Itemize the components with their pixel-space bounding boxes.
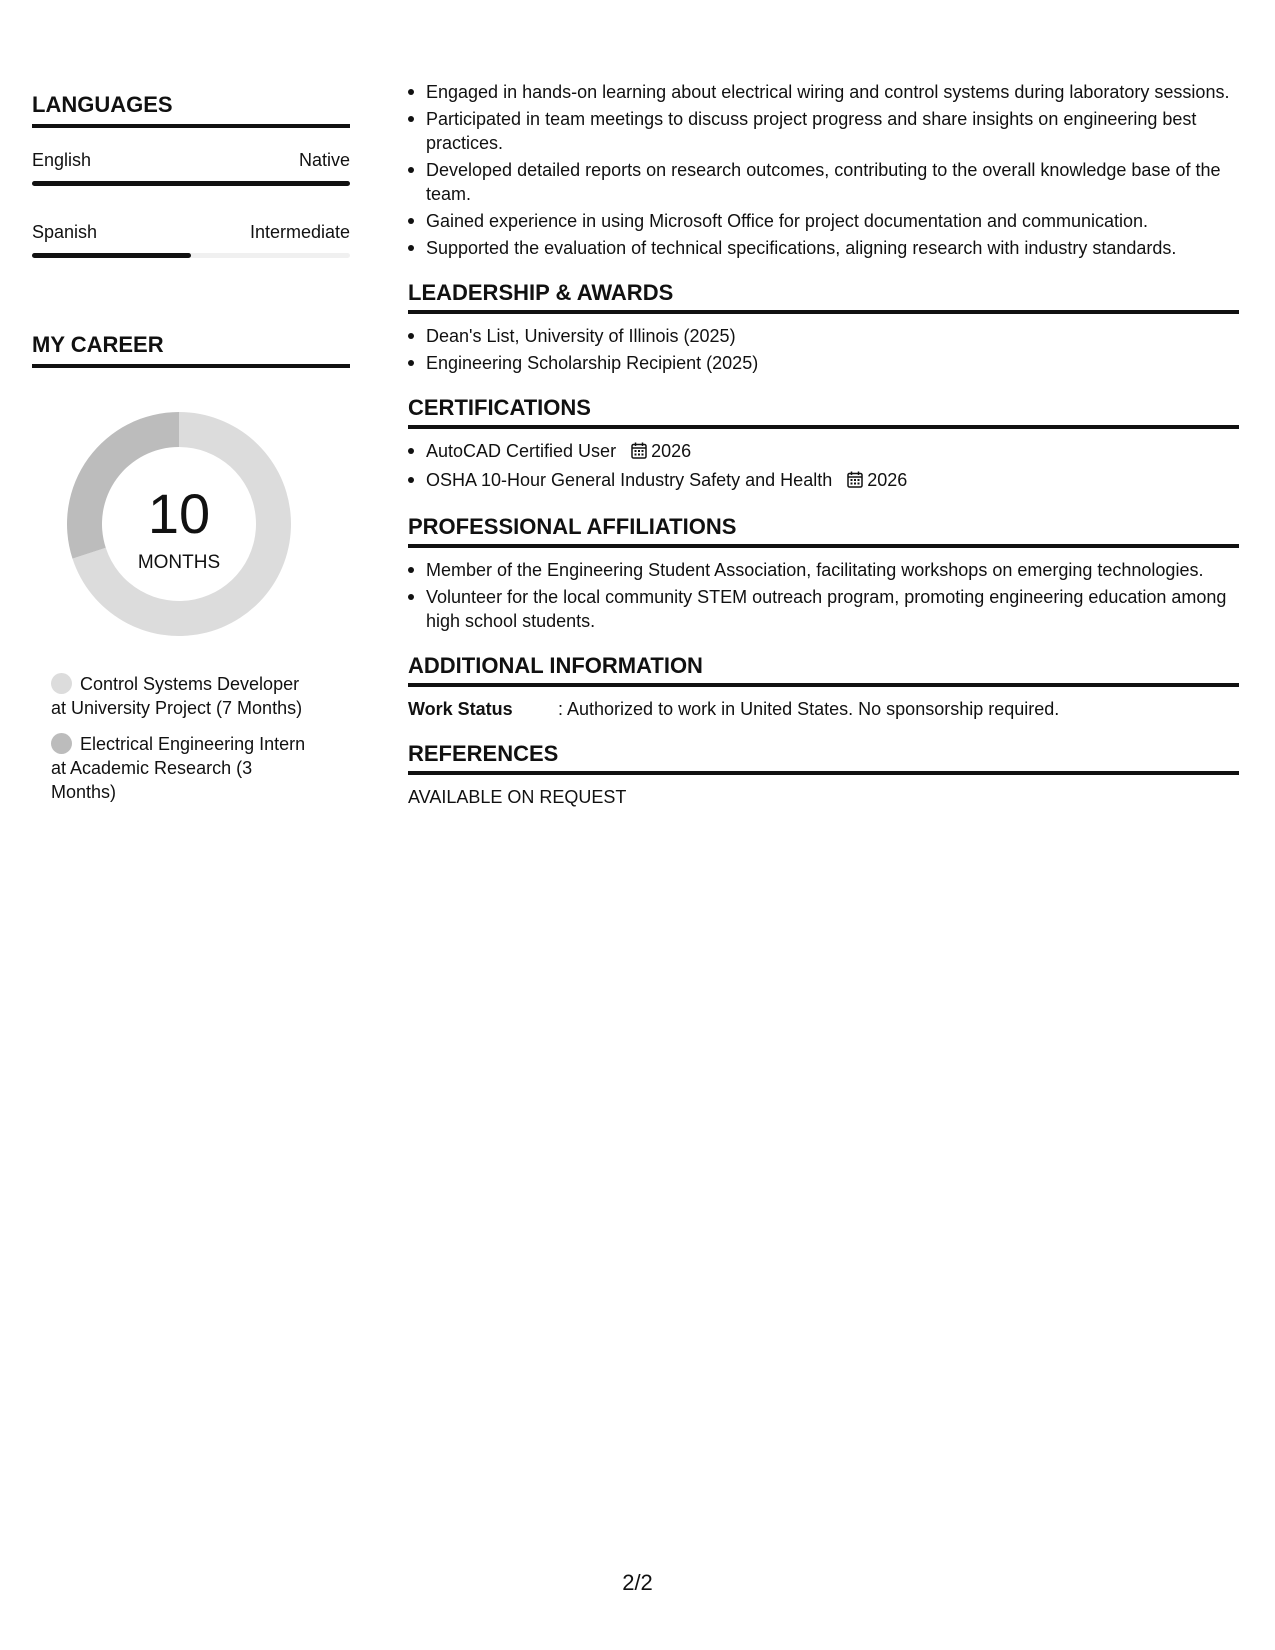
list-item: Developed detailed reports on research outcomes, contributing to the overall knowledge base of the team.	[408, 158, 1239, 206]
main-content	[408, 80, 1239, 809]
certifications-heading: CERTIFICATIONS	[408, 395, 1239, 429]
legend-item	[51, 672, 319, 720]
language-item	[32, 222, 350, 258]
list-item: Member of the Engineering Student Association, facilitating workshops on emerging technologies.	[408, 558, 1239, 582]
list-item: Participated in team meetings to discuss project progress and share insights on engineering best practices.	[408, 107, 1239, 155]
page-number: 2/2	[622, 1570, 653, 1595]
career-heading: MY CAREER	[32, 332, 350, 368]
list-item: Engineering Scholarship Recipient (2025)	[408, 351, 1239, 375]
language-item	[32, 150, 350, 186]
language-proficiency-bar	[32, 253, 350, 258]
languages-section	[32, 92, 350, 258]
experience-bullets	[408, 80, 1239, 260]
career-donut-chart	[67, 412, 291, 636]
additional-info-heading: ADDITIONAL INFORMATION	[408, 653, 1239, 687]
work-status-row	[408, 697, 1239, 721]
certification-year: 2026	[867, 470, 908, 490]
list-item: Engaged in hands-on learning about electrical wiring and control systems during laboratory sessions.	[408, 80, 1239, 104]
certification-name: AutoCAD Certified User	[426, 441, 617, 461]
references-heading: REFERENCES	[408, 741, 1239, 775]
list-item	[408, 439, 1239, 465]
list-item: Supported the evaluation of technical specifications, aligning research with industry standards.	[408, 236, 1239, 260]
legend-label: Control Systems Developer at University Project (7 Months)	[51, 674, 303, 718]
legend-item	[51, 732, 319, 804]
career-legend	[51, 672, 319, 804]
language-proficiency-fill	[32, 181, 350, 186]
certification-year: 2026	[651, 441, 692, 461]
language-name: Spanish	[32, 222, 98, 242]
work-status-value: : Authorized to work in United States. No sponsorship required.	[558, 699, 1060, 719]
legend-label: Electrical Engineering Intern at Academic Research (3 Months)	[51, 734, 306, 802]
list-item: Gained experience in using Microsoft Office for project documentation and communication.	[408, 209, 1239, 233]
additional-info-section	[408, 653, 1239, 721]
language-name: English	[32, 150, 92, 170]
career-total-unit: MONTHS	[137, 552, 221, 573]
career-section	[32, 332, 350, 804]
references-section	[408, 741, 1239, 809]
language-proficiency-bar	[32, 181, 350, 186]
legend-dot-icon	[51, 673, 72, 694]
list-item: Volunteer for the local community STEM outreach program, promoting engineering education among high school students.	[408, 585, 1239, 633]
calendar-icon	[847, 470, 863, 494]
list-item	[408, 468, 1239, 494]
references-text: AVAILABLE ON REQUEST	[408, 787, 627, 807]
affiliations-section	[408, 514, 1239, 633]
sidebar	[32, 92, 350, 816]
legend-dot-icon	[51, 733, 72, 754]
language-proficiency-fill	[32, 253, 191, 258]
work-status-label: Work Status	[408, 699, 513, 719]
list-item: Dean's List, University of Illinois (2025)	[408, 324, 1239, 348]
languages-heading: LANGUAGES	[32, 92, 350, 128]
calendar-icon	[631, 441, 647, 465]
certifications-section	[408, 395, 1239, 494]
career-total-value: 10	[147, 482, 211, 545]
affiliations-heading: PROFESSIONAL AFFILIATIONS	[408, 514, 1239, 548]
language-level: Native	[298, 150, 350, 170]
leadership-section	[408, 280, 1239, 375]
certification-name: OSHA 10-Hour General Industry Safety and Health	[426, 470, 833, 490]
leadership-heading: LEADERSHIP & AWARDS	[408, 280, 1239, 314]
language-level: Intermediate	[249, 222, 350, 242]
